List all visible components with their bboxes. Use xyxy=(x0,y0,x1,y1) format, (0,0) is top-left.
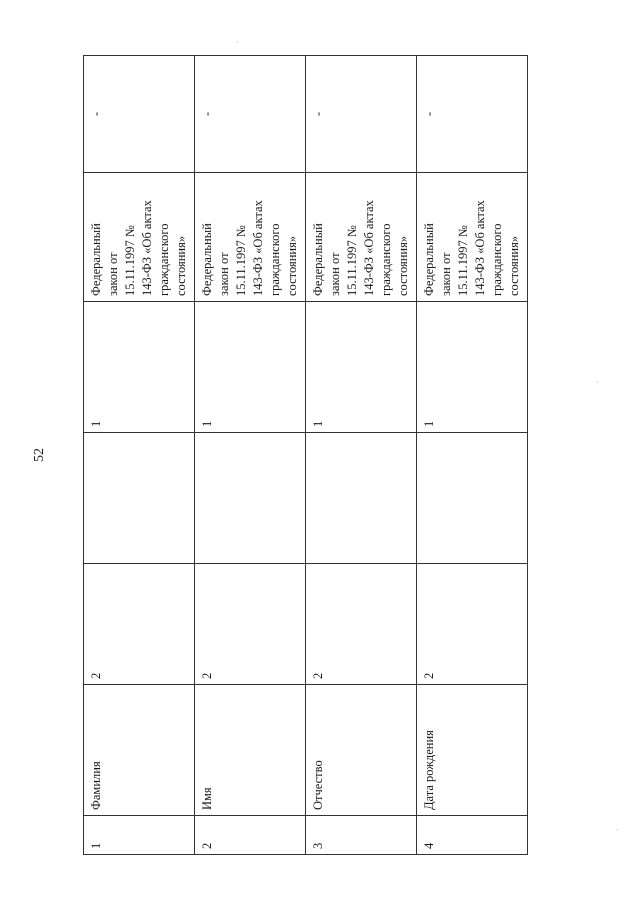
cell-dash: - xyxy=(84,56,195,173)
cell-value-b xyxy=(84,433,195,564)
scan-speck: · xyxy=(616,826,619,835)
cell-value-c: 1 xyxy=(306,302,417,433)
cell-dash: - xyxy=(417,56,528,173)
law-reference: Федеральный закон от 15.11.1997 № 143-ФЗ «Об актах гражданского состояния» xyxy=(84,173,195,302)
cell-value-c: 1 xyxy=(195,302,306,433)
scan-speck: · xyxy=(236,38,239,47)
row-number: 3 xyxy=(306,816,417,855)
table-row xyxy=(417,56,528,855)
cell-value-a: 2 xyxy=(84,564,195,685)
row-number: 2 xyxy=(195,816,306,855)
table-row xyxy=(84,56,195,855)
row-number: 4 xyxy=(417,816,528,855)
cell-value-b xyxy=(417,433,528,564)
table-container xyxy=(83,55,521,855)
law-reference: Федеральный закон от 15.11.1997 № 143-ФЗ «Об актах гражданского состояния» xyxy=(195,173,306,302)
data-table xyxy=(83,55,528,855)
table-row xyxy=(195,56,306,855)
cell-value-c: 1 xyxy=(417,302,528,433)
cell-value-a: 2 xyxy=(306,564,417,685)
law-reference: Федеральный закон от 15.11.1997 № 143-ФЗ «Об актах гражданского состояния» xyxy=(306,173,417,302)
law-reference: Федеральный закон от 15.11.1997 № 143-ФЗ «Об актах гражданского состояния» xyxy=(417,173,528,302)
page-number: 52 xyxy=(32,448,47,462)
cell-value-b xyxy=(195,433,306,564)
cell-dash: - xyxy=(306,56,417,173)
cell-dash: - xyxy=(195,56,306,173)
field-name: Фамилия xyxy=(84,685,195,816)
row-number: 1 xyxy=(84,816,195,855)
field-name: Отчество xyxy=(306,685,417,816)
field-name: Дата рождения xyxy=(417,685,528,816)
cell-value-c: 1 xyxy=(84,302,195,433)
table-row xyxy=(306,56,417,855)
cell-value-a: 2 xyxy=(195,564,306,685)
cell-value-b xyxy=(306,433,417,564)
cell-value-a: 2 xyxy=(417,564,528,685)
field-name: Имя xyxy=(195,685,306,816)
scan-speck: · xyxy=(596,378,599,387)
